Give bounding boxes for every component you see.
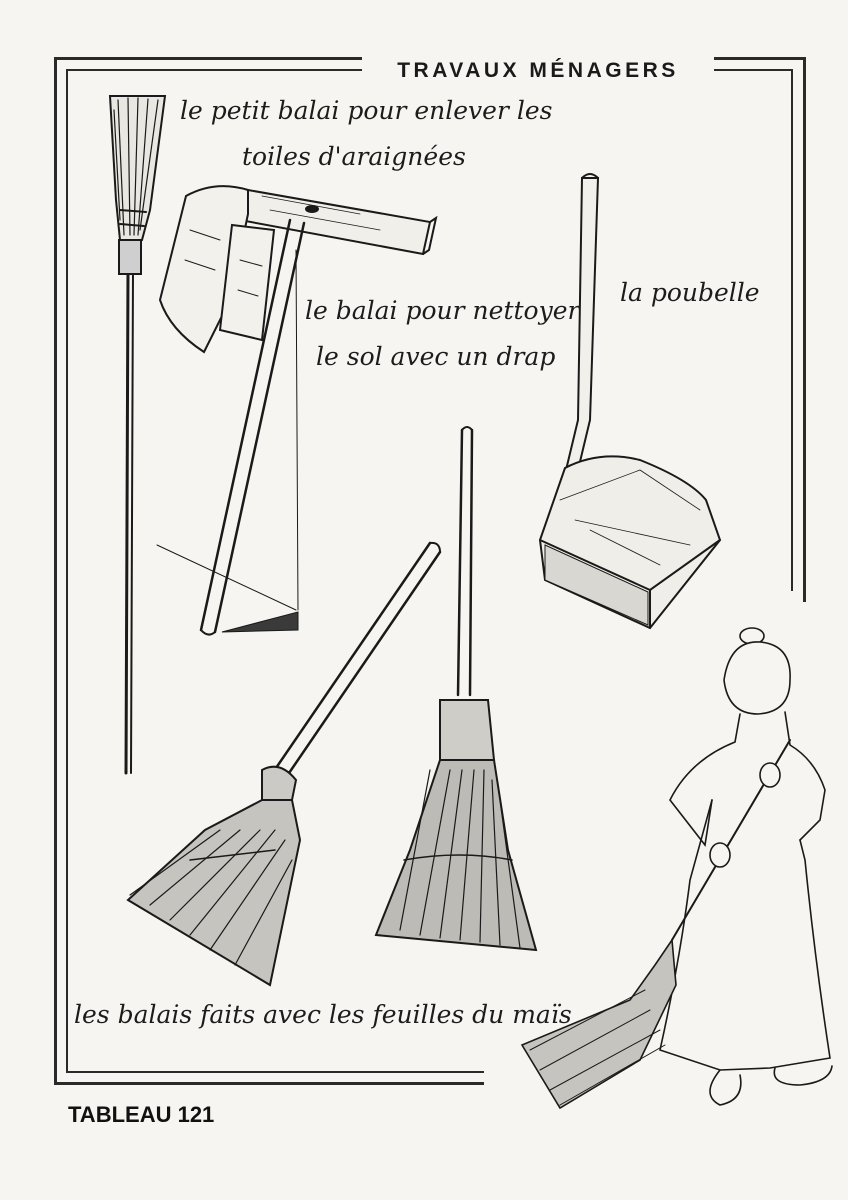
corn-broom-illustration-2: [376, 427, 536, 950]
caption-small-broom-line-1: le petit balai pour enlever les: [180, 96, 553, 125]
caption-corn-brooms: les balais faits avec les feuilles du maïs: [74, 1000, 572, 1029]
caption-small-broom-line-2: toiles d'araignées: [242, 142, 466, 171]
caption-floor-broom-line-1: le balai pour nettoyer: [305, 296, 580, 325]
dustpan-illustration: [540, 174, 720, 628]
caption-floor-broom-line-2: le sol avec un drap: [316, 342, 556, 371]
caption-dustpan: la poubelle: [620, 278, 760, 307]
table-label: TABLEAU 121: [68, 1102, 215, 1127]
page-title: TRAVAUX MÉNAGERS: [362, 56, 714, 86]
small-broom-illustration: [110, 96, 165, 773]
floor-broom-illustration: [157, 186, 436, 634]
